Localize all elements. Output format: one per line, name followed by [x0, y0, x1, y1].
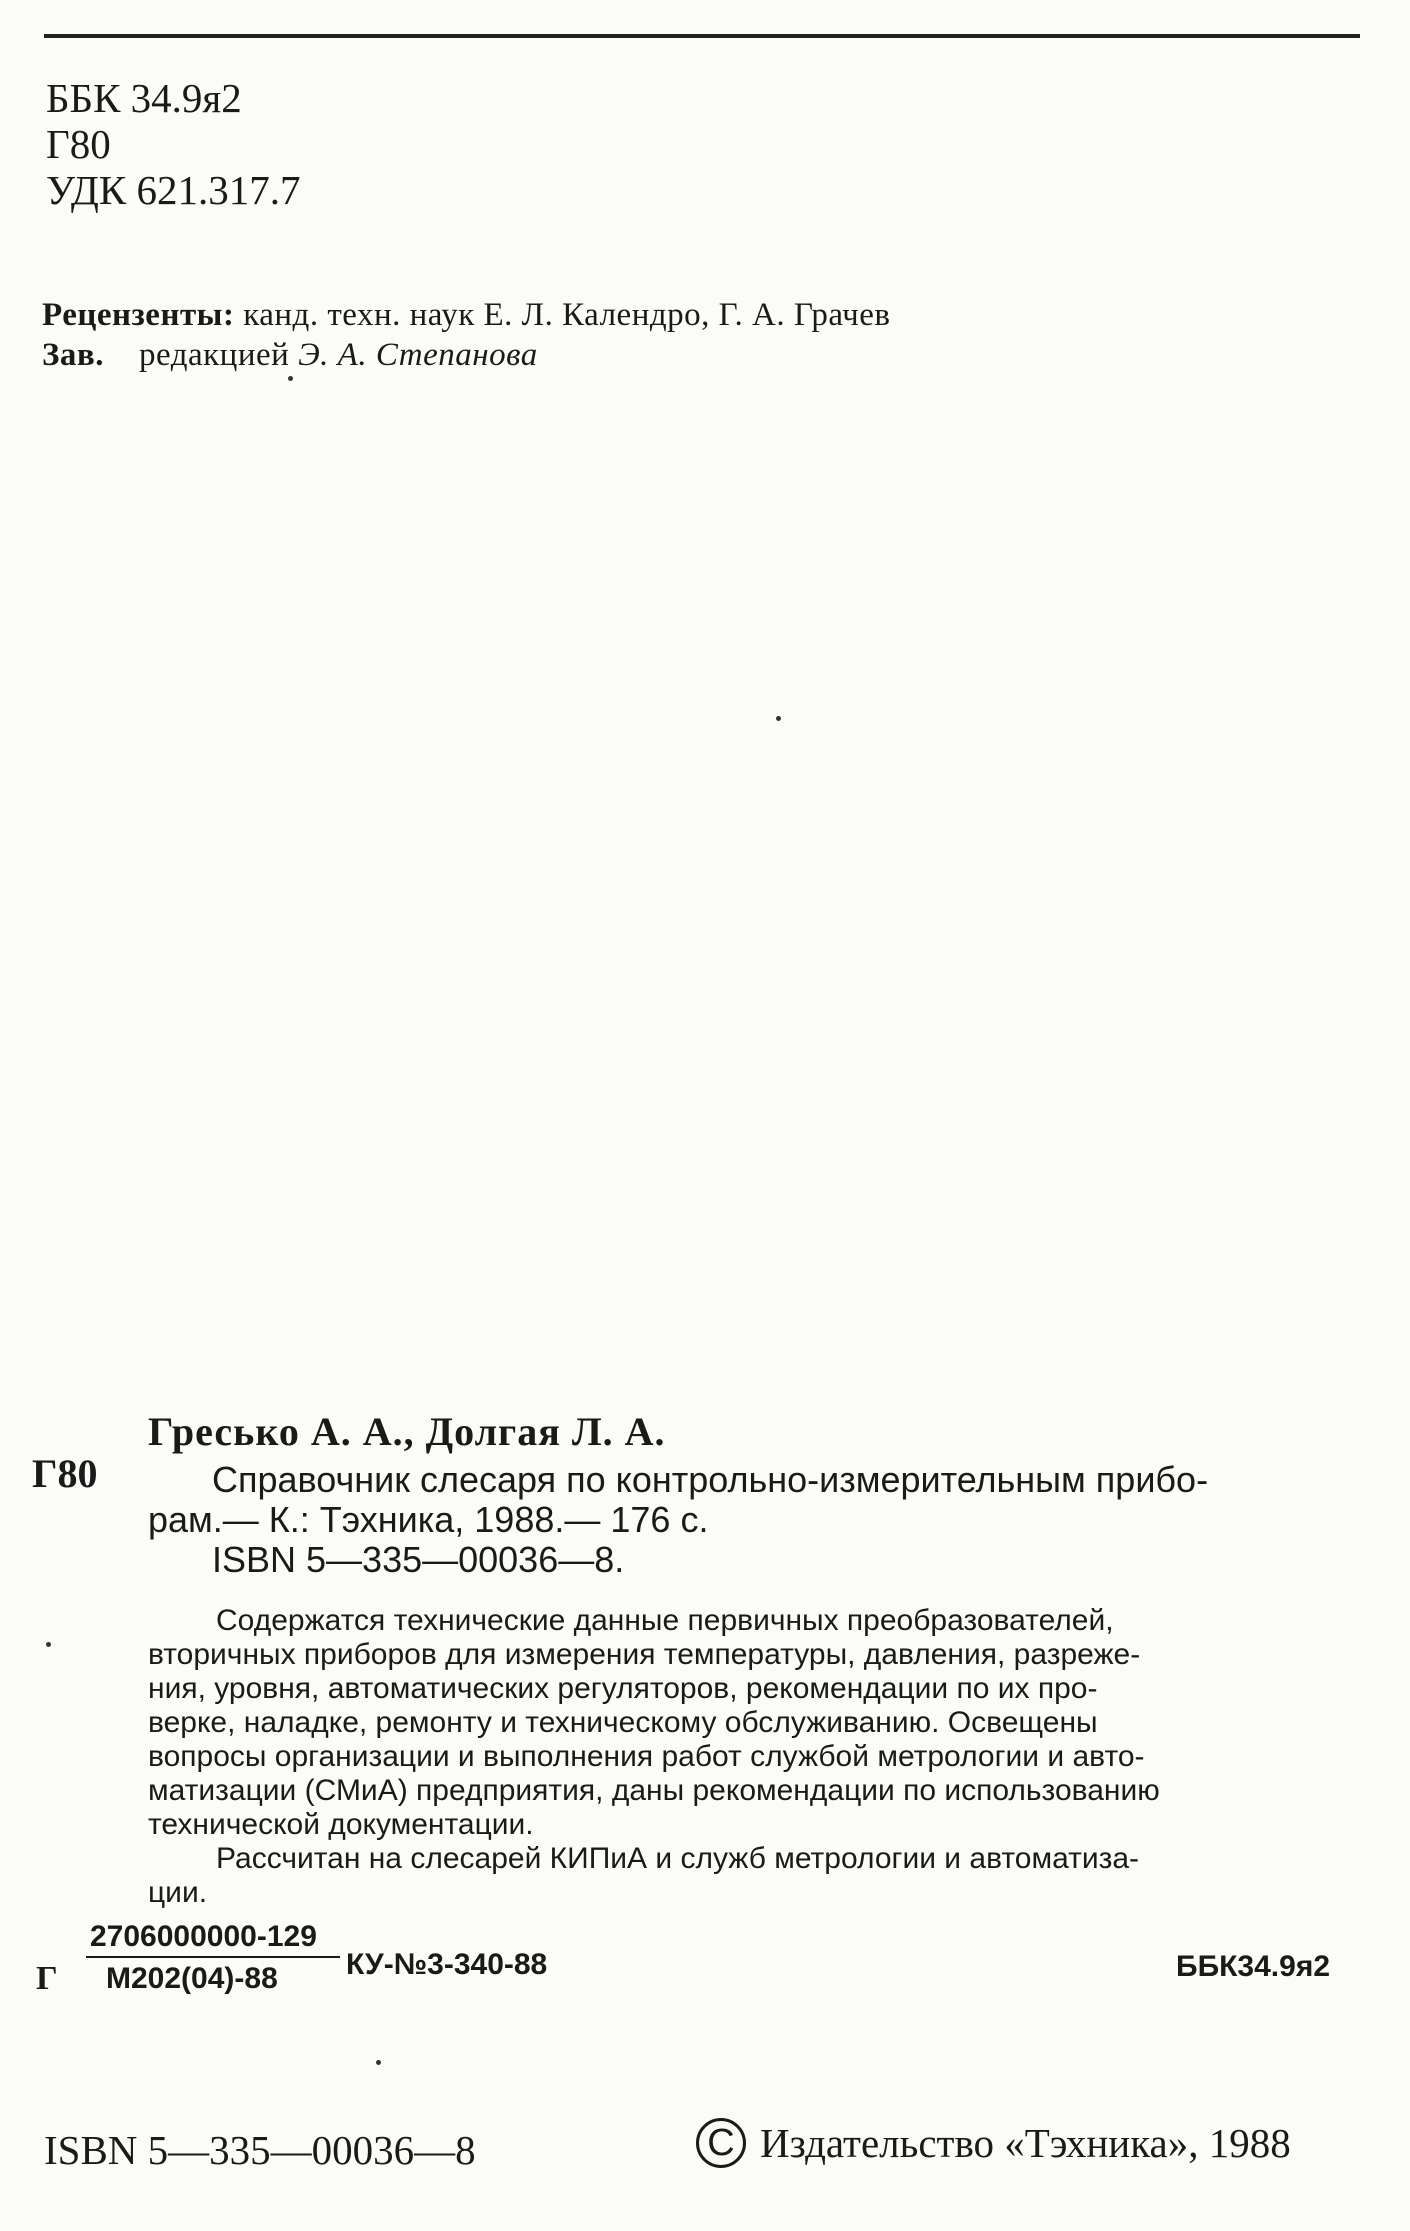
- copyright-line: [696, 2118, 1291, 2168]
- reviewers-text: канд. техн. наук Е. Л. Календро, Г. А. Грачев: [243, 297, 891, 333]
- ku-code: КУ-№3-340-88: [346, 1948, 548, 1981]
- scan-speck: [288, 376, 293, 381]
- scan-speck: [46, 1642, 51, 1647]
- fraction-bar: [86, 1956, 340, 1958]
- title-line-2: рам.— К.: Тэхника, 1988.— 176 с.: [148, 1499, 709, 1540]
- footer-isbn: ISBN 5—335—00036—8: [44, 2127, 476, 2173]
- reviewers-label: Рецензенты:: [42, 297, 235, 333]
- bbk-code: ББК 34.9я2: [46, 75, 242, 121]
- bbk-code-bottom: ББК34.9я2: [1176, 1950, 1331, 1983]
- catalog-mark: Г80: [32, 1451, 98, 1496]
- scan-speck: [776, 716, 781, 721]
- copyright-icon: C: [696, 2118, 746, 2168]
- annotation-line: ции.: [148, 1876, 208, 1909]
- formula-denominator: М202(04)-88: [106, 1962, 278, 1995]
- annotation-line: матизации (СМиА) предприятия, даны рекомендации по использованию: [148, 1774, 1160, 1807]
- annotation-line: вторичных приборов для измерения температуры, давления, разреже-: [148, 1638, 1141, 1671]
- annotation-line: вопросы организации и выполнения работ службой метрологии и авто-: [148, 1740, 1145, 1773]
- formula-fraction: [86, 1920, 340, 1996]
- formula-numerator: 2706000000-129: [90, 1920, 317, 1953]
- top-rule: [44, 34, 1360, 38]
- annotation-line: Рассчитан на слесарей КИПиА и служб метрологии и автоматиза-: [216, 1842, 1140, 1875]
- editor-name: Э. А. Степанова: [298, 337, 538, 373]
- formula-prefix: Г: [36, 1960, 58, 1997]
- editor-line: [42, 336, 538, 374]
- author-mark: Г80: [46, 121, 111, 167]
- annotation-line: технической документации.: [148, 1808, 534, 1841]
- scan-speck: [376, 2060, 381, 2065]
- reviewers-line: [42, 296, 890, 334]
- editor-role: редакцией: [139, 337, 290, 373]
- editor-label: Зав.: [42, 337, 104, 373]
- isbn-line: ISBN 5—335—00036—8.: [212, 1539, 625, 1580]
- annotation-line: верке, наладке, ремонту и техническому обслуживанию. Освещены: [148, 1706, 1098, 1739]
- title-line-1: Справочник слесаря по контрольно-измерительным прибо-: [212, 1459, 1209, 1500]
- udk-code: УДК 621.317.7: [46, 167, 301, 213]
- authors: Гресько А. А., Долгая Л. А.: [148, 1409, 666, 1454]
- annotation-line: Содержатся технические данные первичных преобразователей,: [216, 1604, 1114, 1637]
- annotation-line: ния, уровня, автоматических регуляторов, рекомендации по их про-: [148, 1672, 1098, 1705]
- publisher: Издательство «Тэхника», 1988: [760, 2120, 1291, 2166]
